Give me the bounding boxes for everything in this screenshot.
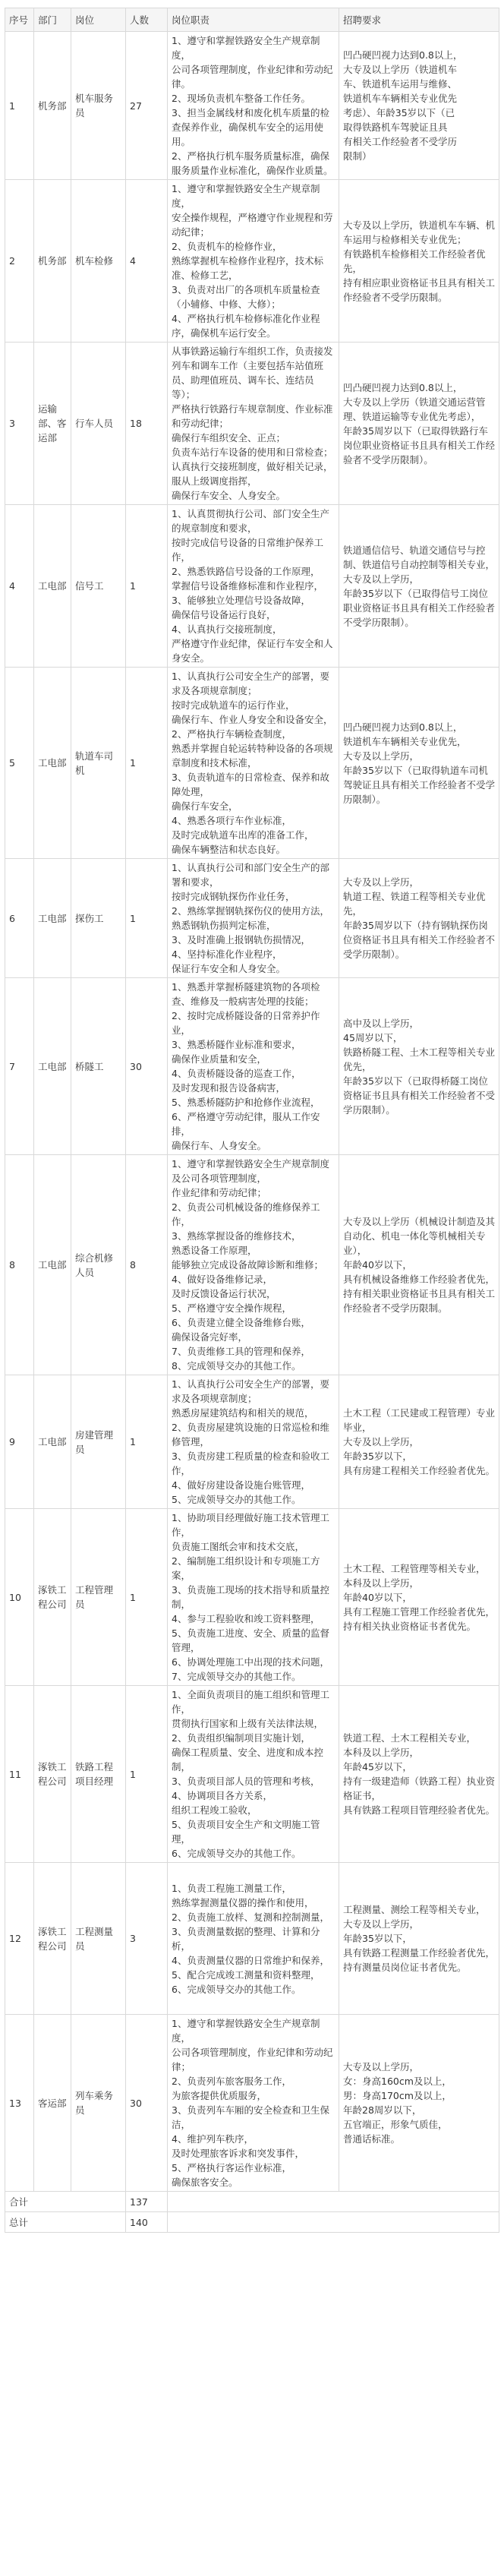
recruitment-table: [5, 8, 499, 2233]
row-requirements-line: 五官端正，形象气质佳，: [343, 2119, 448, 2130]
row-position: 行车人员: [71, 343, 126, 505]
row-duties-line: 公司各项管理制度，作业纪律和劳动纪律；: [172, 2047, 333, 2072]
row-duties-line: 组织工程竣工验收，: [172, 1804, 257, 1816]
row-duties-line: 2、熟练掌握钢轨探伤仪的使用方法，: [172, 905, 329, 917]
row-duties-line: 熟练掌握测量仪器的操作和使用，: [172, 1896, 314, 1908]
row-duties-line: 掌握信号设备维修标准和作业程序，: [172, 580, 324, 592]
row-duties-line: 保证行车安全和人身安全。: [172, 963, 286, 974]
row-position: 铁路工程项目经理: [71, 1686, 126, 1863]
row-requirements-line: 具有铁路工程项目管理经验者优先。: [343, 1804, 496, 1816]
row-requirements-line: 有铁路机车检修相关工作经验者优先，: [343, 248, 486, 274]
table-row: [5, 978, 499, 1155]
row-requirements-line: 男：身高170cm及以上，: [343, 2090, 452, 2101]
row-number: 8: [5, 1155, 34, 1375]
row-position: 工程管理员: [71, 1509, 126, 1686]
row-duties-line: 确保设备完好率，: [172, 1331, 248, 1343]
row-duties-line: 2、严格执行机车服务质量标准，确保服务质量作业标准化，确保作业质量。: [172, 150, 333, 176]
row-duties-line: 确保旅客安全。: [172, 2177, 238, 2188]
table-row: [5, 505, 499, 668]
row-duties-line: 确保行车安全、人身安全。: [172, 490, 286, 501]
row-requirements-line: 年龄35岁以下（已取得信号工岗位职业资格证书且具有相关工作经验者不受学历限制）。: [343, 587, 496, 628]
row-requirements: [339, 1375, 499, 1509]
row-duties-line: 熟悉钢轨伤损判定标准，: [172, 920, 276, 931]
row-duties-line: 1、协助项目经理做好施工技术管理工作，: [172, 1512, 329, 1538]
row-count: 3: [126, 1863, 168, 2015]
row-requirements-line: 土木工程（工民建或工程管理）专业毕业，: [343, 1407, 496, 1433]
row-count: 1: [126, 1686, 168, 1863]
row-duties-line: 4、认真执行交接班制度，: [172, 623, 282, 635]
row-requirements-line: 大专及以上学历，铁道机车车辆、机车运用与检修相关专业优先；: [343, 219, 496, 245]
row-requirements-line: 铁道通信信号、轨道交通信号与控制、铁道信号自动控制等相关专业，: [343, 544, 496, 570]
row-duties-line: 确保行车组织安全、正点；: [172, 432, 286, 444]
table-row: [5, 32, 499, 180]
row-duties-line: 4、参与工程验收和竣工资料整理，: [172, 1613, 320, 1624]
table-row: [5, 180, 499, 343]
row-count: 30: [126, 978, 168, 1155]
row-requirements-line: 本科及以上学历，: [343, 1577, 420, 1589]
row-position: 综合机修人员: [71, 1155, 126, 1375]
row-requirements-line: 铁道机车车辆相关专业优先，: [343, 735, 467, 747]
row-duties-line: 能够独立完成设备故障诊断和维修；: [172, 1259, 324, 1271]
row-count: 18: [126, 343, 168, 505]
row-duties-line: 6、协调处理施工中出现的技术问题，: [172, 1656, 329, 1668]
row-duties-line: 1、熟悉并掌握桥隧建筑物的各项检查、维修及一般病害处理的技能；: [172, 981, 320, 1007]
row-duties-line: 严格执行铁路行车规章制度、作业标准和劳动纪律；: [172, 403, 333, 429]
row-requirements-line: 年龄35岁以下，: [343, 1933, 412, 1944]
row-count: 4: [126, 180, 168, 343]
row-requirements-line: 工程测量、测绘工程等相关专业，: [343, 1904, 486, 1915]
row-requirements-line: 具有房建工程相关工作经验者优先。: [343, 1465, 496, 1476]
row-number: 4: [5, 505, 34, 668]
row-duties-line: 6、完成领导交办的其他工作。: [172, 1983, 301, 1995]
row-number: 10: [5, 1509, 34, 1686]
footer-empty: [168, 2212, 499, 2233]
row-count: 1: [126, 859, 168, 978]
row-requirements: [339, 180, 499, 343]
row-requirements-line: 年龄40岁以下，: [343, 1259, 412, 1271]
row-duties-line: 熟练掌握机车检修作业程序，技术标准、检修工艺，: [172, 255, 324, 281]
row-duties-line: 2、负责列车旅客服务工作，: [172, 2076, 291, 2087]
row-requirements-line: 大专及以上学历（机械设计制造及其自动化、机电一体化等机械相关专业），: [343, 1216, 496, 1256]
row-duties: [168, 1375, 339, 1509]
row-department: 机务部: [34, 180, 71, 343]
table-footer-row: [5, 2212, 499, 2233]
row-position: 桥隧工: [71, 978, 126, 1155]
row-department: 涿铁工程公司: [34, 1863, 71, 2015]
row-requirements: [339, 1509, 499, 1686]
row-duties-line: 1、认真执行公司和部门安全生产的部署和要求，: [172, 862, 329, 888]
row-requirements-line: 具有工程施工管理工作经验者优先，: [343, 1605, 496, 1618]
row-duties-line: 4、做好设备维修记录，: [172, 1274, 272, 1285]
row-duties-line: 从事铁路运输行车组织工作，负责接发列车和调车工作（主要包括车站值班员、助理值班员、调车长、连结员等）；: [172, 346, 333, 400]
row-duties-line: 6、完成领导交办的其他工作。: [172, 1848, 301, 1859]
row-requirements: [339, 2015, 499, 2192]
row-duties: [168, 1509, 339, 1686]
row-department: 客运部: [34, 2015, 71, 2192]
row-duties-line: 及时发现和报告设备病害，: [172, 1082, 286, 1094]
row-duties-line: 1、认真贯彻执行公司、部门安全生产的规章制度和要求，: [172, 508, 329, 534]
row-duties: [168, 1686, 339, 1863]
row-duties: [168, 2015, 339, 2192]
footer-label: 总计: [5, 2212, 126, 2233]
row-duties-line: 2、按时完成桥隧设备的日常养护作业，: [172, 1010, 320, 1036]
row-requirements-line: 铁道工程、土木工程相关专业，: [343, 1732, 477, 1744]
row-duties-line: 及时完成轨道车出库的准备工作，: [172, 829, 314, 841]
row-requirements-line: 年龄45岁以下，: [343, 1761, 412, 1773]
row-duties-line: 5、熟悉桥隧防护和抢修作业流程，: [172, 1097, 320, 1108]
row-position: 探伤工: [71, 859, 126, 978]
row-requirements-line: 车、铁道机车运用与维修、: [343, 78, 458, 90]
table-row: [5, 1686, 499, 1863]
row-duties-line: 3、负责对出厂的各项机车质量检查（小辅修、中修、大修）；: [172, 284, 320, 310]
row-duties-line: 2、负责公司机械设备的维修保养工作，: [172, 1201, 320, 1227]
row-position: 机车检修: [71, 180, 126, 343]
row-duties-line: 3、负责施工现场的技术指导和质量控制，: [172, 1584, 329, 1610]
header-count: 人数: [126, 8, 168, 32]
footer-empty: [168, 2192, 499, 2212]
row-requirements-line: 限制）: [343, 150, 372, 162]
row-department: 工电部: [34, 505, 71, 668]
row-department: 工电部: [34, 1375, 71, 1509]
row-duties-line: 按时完成信号设备的日常维护保养工作，: [172, 537, 324, 563]
row-duties-line: 2、编制施工组织设计和专项施工方案，: [172, 1555, 320, 1581]
header-position: 岗位: [71, 8, 126, 32]
row-duties-line: 4、维护列车秩序，: [172, 2133, 254, 2145]
row-requirements-line: 年龄40岁以下，: [343, 1591, 412, 1603]
row-requirements-line: 轨道工程、铁道工程等相关专业优先，: [343, 891, 486, 917]
row-duties-line: 1、认真执行公司安全生产的部署，要求及各项规章制度；: [172, 1378, 329, 1404]
row-requirements-line: 大专及以上学历，: [343, 750, 420, 762]
row-requirements-line: 大专及以上学历（铁道机车: [343, 64, 458, 75]
row-requirements-line: 本科及以上学历，: [343, 1747, 420, 1758]
row-requirements-line: 大专及以上学历，: [343, 1918, 420, 1930]
table-row: [5, 859, 499, 978]
row-number: 7: [5, 978, 34, 1155]
row-duties-line: 熟悉房屋建筑结构和相关的规范，: [172, 1407, 314, 1419]
row-duties-line: 3、负责测量数据的整理、计算和分析，: [172, 1925, 320, 1952]
row-duties-line: 8、完成领导交办的其他工作。: [172, 1360, 301, 1372]
header-department: 部门: [34, 8, 71, 32]
row-number: 11: [5, 1686, 34, 1863]
row-duties-line: 3、熟练掌握设备的维修技术，: [172, 1230, 301, 1242]
row-duties-line: 4、严格执行机车检修标准化作业程序，确保机车运行安全。: [172, 313, 320, 339]
row-duties-line: 2、负责机车的检修作业，: [172, 241, 282, 252]
row-duties-line: 7、完成领导交办的其他工作。: [172, 1671, 301, 1682]
table-row: [5, 343, 499, 505]
row-duties-line: 3、负责轨道车的日常检查、保养和故障处理，: [172, 772, 329, 797]
row-requirements-line: 普通话标准。: [343, 2133, 401, 2145]
row-count: 27: [126, 32, 168, 180]
row-requirements: [339, 343, 499, 505]
row-duties-line: 7、负责维修工具的管理和保养，: [172, 1346, 310, 1357]
row-duties-line: 作业纪律和劳动纪律；: [172, 1187, 267, 1198]
row-requirements-line: 持有相关职业资格证书且具有相关工作经验者不受学历限制。: [343, 1288, 496, 1314]
row-duties-line: 4、负责测量仪器的日常维护和保养，: [172, 1954, 329, 1966]
row-requirements-line: 凹凸硬凹视力达到0.8以上，: [343, 381, 463, 393]
header-duties: 岗位职责: [168, 8, 339, 32]
row-department: 机务部: [34, 32, 71, 180]
row-duties: [168, 505, 339, 668]
row-duties-line: 确保行车安全，: [172, 800, 238, 812]
row-count: 30: [126, 2015, 168, 2192]
footer-count: 137: [126, 2192, 168, 2212]
row-duties-line: 3、熟悉桥隧作业标准和要求，: [172, 1039, 301, 1050]
row-duties-line: 确保工程质量、安全、进度和成本控制，: [172, 1747, 324, 1773]
row-duties-line: 3、担当金属线材和废化机车质量的检查保养作业，确保机车安全的运用使用。: [172, 107, 329, 147]
row-duties: [168, 32, 339, 180]
row-department: 工电部: [34, 1155, 71, 1375]
row-duties-line: 确保车辆整洁和状态良好。: [172, 844, 286, 855]
row-duties-line: 2、负责施工放样、复测和控制测量，: [172, 1911, 329, 1923]
row-count: 1: [126, 668, 168, 859]
row-position: 房建管理员: [71, 1375, 126, 1509]
row-duties: [168, 859, 339, 978]
row-requirements: [339, 505, 499, 668]
row-requirements-line: 女：身高160cm及以上，: [343, 2076, 452, 2087]
table-row: [5, 1863, 499, 2015]
row-requirements: [339, 978, 499, 1155]
row-requirements-line: 大专及以上学历，: [343, 1436, 420, 1447]
row-number: 5: [5, 668, 34, 859]
row-requirements-line: 45周岁以下，: [343, 1031, 403, 1043]
row-requirements-line: 大专及以上学历，: [343, 876, 420, 888]
row-requirements-line: 铁路桥隧工程、土木工程等相关专业优先，: [343, 1046, 496, 1072]
row-duties-line: 3、负责房建工程质量的检查和验收工作，: [172, 1451, 329, 1476]
row-duties-line: 为旅客提供优质服务，: [172, 2090, 267, 2101]
row-requirements: [339, 1155, 499, 1375]
row-requirements-line: 大专及以上学历，: [343, 2061, 420, 2072]
row-duties: [168, 180, 339, 343]
row-duties-line: 3、能够独立处理信号设备故障，: [172, 595, 310, 606]
row-duties: [168, 668, 339, 859]
row-position: 信号工: [71, 505, 126, 668]
row-position: 列车乘务员: [71, 2015, 126, 2192]
row-number: 13: [5, 2015, 34, 2192]
row-number: 2: [5, 180, 34, 343]
row-requirements-line: 土木工程、工程管理等相关专业，: [343, 1562, 486, 1574]
table-body: [5, 32, 499, 2233]
row-duties-line: 2、负责组织编制项目实施计划，: [172, 1732, 310, 1744]
row-duties-line: 5、严格遵守安全操作规程，: [172, 1302, 291, 1314]
row-duties-line: 确保信号设备运行良好，: [172, 609, 276, 620]
row-requirements-line: 高中及以上学历，: [343, 1017, 420, 1029]
row-duties-line: 负责车站行车设备的使用和日常检查；: [172, 447, 333, 458]
row-requirements-line: 具有机械设备维修工作经验者优先，: [343, 1274, 496, 1285]
row-duties-line: 2、现场负责机车整备工作任务。: [172, 93, 310, 104]
row-duties-line: 1、遵守和掌握铁路安全生产规章制度及公司各项管理制度，: [172, 1158, 329, 1184]
row-department: 工电部: [34, 978, 71, 1155]
table-row: [5, 2015, 499, 2192]
row-duties-line: 严格遵守作业纪律，保证行车安全和人身安全。: [172, 638, 333, 664]
row-requirements: [339, 859, 499, 978]
row-duties-line: 确保行车、人身安全。: [172, 1140, 267, 1151]
row-duties-line: 6、负责建立健全设备维修台账，: [172, 1317, 310, 1328]
row-requirements: [339, 668, 499, 859]
row-requirements-line: 年龄35岁以下（已取得桥隧工岗位资格证书且具有相关工作经验者不受学历限制）。: [343, 1075, 496, 1116]
row-duties-line: 确保行车、作业人身安全和设备安全，: [172, 714, 333, 725]
row-duties-line: 5、严格执行客运作业标准，: [172, 2162, 291, 2174]
row-duties-line: 4、熟悉各项行车作业标准，: [172, 815, 291, 826]
row-requirements-line: 铁道机车车辆相关专业优先: [343, 93, 458, 104]
row-requirements-line: 凹凸硬凹视力达到0.8以上，: [343, 49, 463, 61]
row-department: 运输部、客运部: [34, 343, 71, 505]
row-duties-line: 及时反馈设备运行状况，: [172, 1288, 276, 1299]
row-requirements: [339, 1686, 499, 1863]
row-duties-line: 按时完成轨道车的运行作业，: [172, 699, 295, 711]
table-row: [5, 1509, 499, 1686]
row-duties-line: 1、遵守和掌握铁路安全生产规章制度，: [172, 35, 320, 61]
row-duties: [168, 978, 339, 1155]
row-duties-line: 认真执行交接班制度，做好相关记录，服从上级调度指挥，: [172, 461, 333, 487]
row-requirements-line: 年龄35岁以下（已取得轨道车司机驾驶证且具有相关工作经验者不受学历限制）。: [343, 764, 496, 805]
row-duties-line: 5、负责项目安全生产和文明施工管理，: [172, 1819, 320, 1845]
row-number: 9: [5, 1375, 34, 1509]
row-duties-line: 5、完成领导交办的其他工作。: [172, 1494, 301, 1505]
row-requirements-line: 持有相关执业资格证书者优先。: [343, 1620, 477, 1632]
row-duties-line: 3、负责项目部人员的管理和考核，: [172, 1776, 320, 1787]
row-count: 1: [126, 1509, 168, 1686]
header-requirements: 招聘要求: [339, 8, 499, 32]
header-number: 序号: [5, 8, 34, 32]
row-duties: [168, 343, 339, 505]
row-requirements-line: 年龄35周岁以下（已取得铁路行车岗位职业资格证书且具有相关工作经验者不受学历限制）。: [343, 425, 496, 466]
row-department: 涿铁工程公司: [34, 1686, 71, 1863]
row-duties-line: 5、负责施工进度、安全、质量的监督管理，: [172, 1627, 329, 1653]
row-number: 1: [5, 32, 34, 180]
row-requirements-line: 大专及以上学历（铁道交通运营管理、铁道运输等专业优先考虑），: [343, 396, 486, 422]
row-duties: [168, 1155, 339, 1375]
row-duties-line: 4、负责桥隧设备的巡查工作，: [172, 1068, 301, 1079]
row-requirements-line: 年龄35周岁以下（持有钢轨探伤岗位资格证书且具有相关工作经验者不受学历限制）。: [343, 920, 496, 960]
row-duties-line: 4、协调项目各方关系，: [172, 1790, 272, 1801]
row-duties-line: 1、遵守和掌握铁路安全生产规章制度，: [172, 2018, 320, 2044]
row-requirements: [339, 32, 499, 180]
row-duties-line: 1、遵守和掌握铁路安全生产规章制度，: [172, 183, 320, 209]
row-duties-line: 1、全面负责项目的施工组织和管理工作，: [172, 1689, 329, 1715]
row-duties-line: 熟悉设备工作原理，: [172, 1245, 257, 1256]
row-requirements-line: 持有相应职业资格证书且具有相关工作经验者不受学历限制。: [343, 276, 496, 303]
table-header-row: [5, 8, 499, 32]
row-duties-line: 3、负责列车车厢的安全检查和卫生保洁，: [172, 2104, 329, 2130]
footer-count: 140: [126, 2212, 168, 2233]
row-department: 工电部: [34, 668, 71, 859]
row-duties-line: 及时处理旅客诉求和突发事件，: [172, 2148, 305, 2159]
row-position: 机车服务员: [71, 32, 126, 180]
row-position: 工程测量员: [71, 1863, 126, 2015]
row-duties-line: 4、坚持标准化作业程序，: [172, 949, 282, 960]
table-row: [5, 1155, 499, 1375]
row-requirements-line: 考虑）、年龄35岁以下（已: [343, 107, 455, 118]
row-requirements-line: 取得铁路机车驾驶证且具: [343, 122, 448, 133]
row-number: 6: [5, 859, 34, 978]
row-duties-line: 2、严格执行车辆检查制度，: [172, 728, 291, 740]
row-duties: [168, 1863, 339, 2015]
row-number: 3: [5, 343, 34, 505]
row-count: 1: [126, 505, 168, 668]
row-number: 12: [5, 1863, 34, 2015]
row-duties-line: 贯彻执行国家和上级有关法律法规，: [172, 1718, 324, 1729]
row-duties-line: 1、负责工程施工测量工作，: [172, 1882, 291, 1894]
row-duties-line: 按时完成钢轨探伤作业任务，: [172, 891, 295, 902]
row-count: 1: [126, 1375, 168, 1509]
row-duties-line: 4、做好房建设备设施台账管理，: [172, 1479, 310, 1491]
row-duties-line: 安全操作规程，严格遵守作业规程和劳动纪律；: [172, 212, 333, 238]
row-requirements-line: 有相关工作经验者不受学历: [343, 136, 458, 147]
row-duties-line: 1、认真执行公司安全生产的部署，要求及各项规章制度；: [172, 671, 329, 696]
table-footer-row: [5, 2192, 499, 2212]
row-count: 8: [126, 1155, 168, 1375]
row-duties-line: 2、熟悉铁路信号设备的工作原理，: [172, 566, 320, 577]
row-requirements-line: 凹凸硬凹视力达到0.8以上，: [343, 721, 463, 733]
row-requirements-line: 持有一级建造师（铁路工程）执业资格证书，: [343, 1776, 496, 1801]
row-position: 轨道车司机: [71, 668, 126, 859]
row-requirements-line: 大专及以上学历，: [343, 573, 420, 585]
row-requirements: [339, 1863, 499, 2015]
row-requirements-line: 年龄28周岁以下，: [343, 2104, 422, 2116]
row-duties-line: 熟悉并掌握自轮运转特种设备的各项规章制度和技术标准，: [172, 743, 333, 769]
row-duties-line: 5、配合完成竣工测量和资料整理，: [172, 1968, 320, 1981]
row-duties-line: 6、严格遵守劳动纪律，服从工作安排，: [172, 1111, 320, 1137]
row-department: 涿铁工程公司: [34, 1509, 71, 1686]
row-duties-line: 3、及时准确上报钢轨伤损情况，: [172, 934, 310, 945]
row-duties-line: 2、负责房屋建筑设施的日常巡检和维修管理，: [172, 1422, 329, 1447]
row-duties-line: 确保作业质量和安全，: [172, 1053, 267, 1065]
row-duties-line: 负责施工图纸会审和技术交底，: [172, 1541, 305, 1552]
row-requirements-line: 具有铁路工程测量工作经验者优先，: [343, 1947, 496, 1959]
row-department: 工电部: [34, 859, 71, 978]
row-requirements-line: 年龄35岁以下，: [343, 1451, 412, 1462]
row-requirements-line: 持有测量员岗位证书者优先。: [343, 1962, 467, 1973]
table-row: [5, 668, 499, 859]
row-duties-line: 公司各项管理制度，作业纪律和劳动纪律。: [172, 64, 333, 90]
table-row: [5, 1375, 499, 1509]
footer-label: 合计: [5, 2192, 126, 2212]
